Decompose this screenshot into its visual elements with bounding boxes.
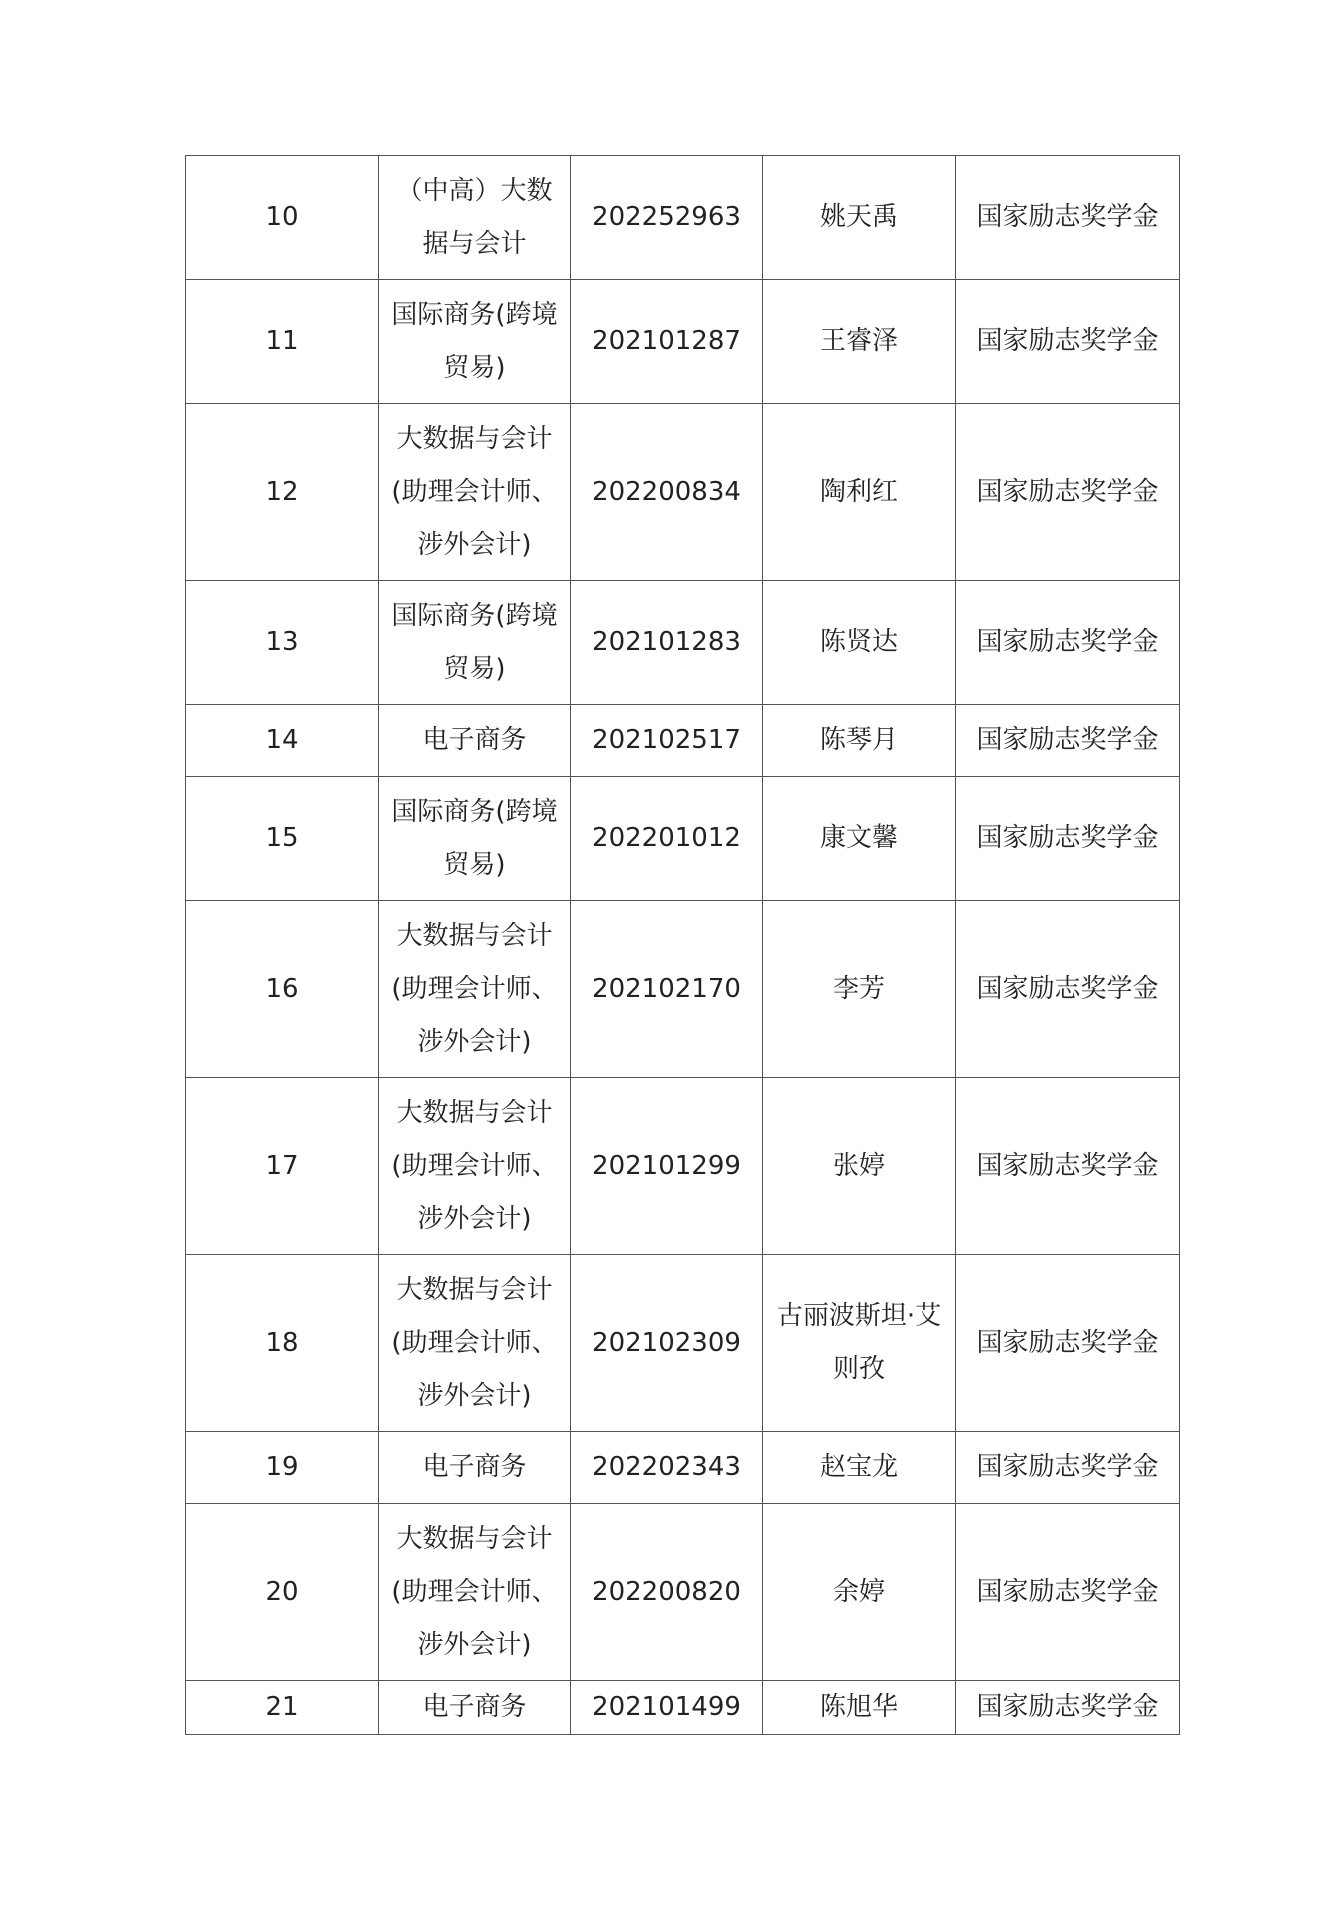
scholarship-table [185,155,1180,1735]
row-number-cell: 14 [186,705,379,777]
table-row [186,777,1180,901]
student-name-cell: 陈旭华 [763,1681,956,1735]
major-cell: 大数据与会计(助理会计师、涉外会计) [379,901,571,1078]
major-cell: 大数据与会计(助理会计师、涉外会计) [379,1255,571,1432]
table-row [186,404,1180,581]
table-row [186,1432,1180,1504]
major-cell: 电子商务 [379,1681,571,1735]
row-number-cell: 11 [186,280,379,404]
major-cell: 国际商务(跨境贸易) [379,581,571,705]
row-number-cell: 10 [186,156,379,280]
student-id-cell: 202102309 [571,1255,763,1432]
student-id-cell: 202101283 [571,581,763,705]
major-cell: 电子商务 [379,1432,571,1504]
award-cell: 国家励志奖学金 [956,156,1180,280]
award-cell: 国家励志奖学金 [956,1681,1180,1735]
table-row [186,1255,1180,1432]
student-name-cell: 姚天禹 [763,156,956,280]
table-row [186,1504,1180,1681]
major-cell: （中高）大数据与会计 [379,156,571,280]
major-cell: 大数据与会计(助理会计师、涉外会计) [379,1078,571,1255]
row-number-cell: 20 [186,1504,379,1681]
award-cell: 国家励志奖学金 [956,1255,1180,1432]
major-cell: 国际商务(跨境贸易) [379,280,571,404]
table-row [186,1681,1180,1735]
award-cell: 国家励志奖学金 [956,581,1180,705]
table-row [186,581,1180,705]
student-id-cell: 202102517 [571,705,763,777]
row-number-cell: 17 [186,1078,379,1255]
table-row [186,1078,1180,1255]
table-row [186,705,1180,777]
award-cell: 国家励志奖学金 [956,1504,1180,1681]
student-name-cell: 康文馨 [763,777,956,901]
award-cell: 国家励志奖学金 [956,705,1180,777]
major-cell: 大数据与会计(助理会计师、涉外会计) [379,404,571,581]
student-id-cell: 202101287 [571,280,763,404]
row-number-cell: 21 [186,1681,379,1735]
award-cell: 国家励志奖学金 [956,901,1180,1078]
student-name-cell: 余婷 [763,1504,956,1681]
award-cell: 国家励志奖学金 [956,280,1180,404]
student-id-cell: 202102170 [571,901,763,1078]
row-number-cell: 13 [186,581,379,705]
table-body [186,156,1180,1735]
table-row [186,280,1180,404]
student-id-cell: 202201012 [571,777,763,901]
major-cell: 国际商务(跨境贸易) [379,777,571,901]
student-name-cell: 李芳 [763,901,956,1078]
student-name-cell: 赵宝龙 [763,1432,956,1504]
major-cell: 大数据与会计(助理会计师、涉外会计) [379,1504,571,1681]
row-number-cell: 12 [186,404,379,581]
table-row [186,156,1180,280]
student-id-cell: 202101299 [571,1078,763,1255]
student-name-cell: 陈琴月 [763,705,956,777]
student-id-cell: 202101499 [571,1681,763,1735]
student-name-cell: 古丽波斯坦·艾则孜 [763,1255,956,1432]
row-number-cell: 15 [186,777,379,901]
student-name-cell: 张婷 [763,1078,956,1255]
student-name-cell: 王睿泽 [763,280,956,404]
student-id-cell: 202200834 [571,404,763,581]
student-name-cell: 陶利红 [763,404,956,581]
major-cell: 电子商务 [379,705,571,777]
row-number-cell: 19 [186,1432,379,1504]
award-cell: 国家励志奖学金 [956,777,1180,901]
award-cell: 国家励志奖学金 [956,404,1180,581]
row-number-cell: 16 [186,901,379,1078]
student-id-cell: 202202343 [571,1432,763,1504]
award-cell: 国家励志奖学金 [956,1078,1180,1255]
table-row [186,901,1180,1078]
award-cell: 国家励志奖学金 [956,1432,1180,1504]
student-id-cell: 202200820 [571,1504,763,1681]
student-name-cell: 陈贤达 [763,581,956,705]
student-id-cell: 202252963 [571,156,763,280]
row-number-cell: 18 [186,1255,379,1432]
